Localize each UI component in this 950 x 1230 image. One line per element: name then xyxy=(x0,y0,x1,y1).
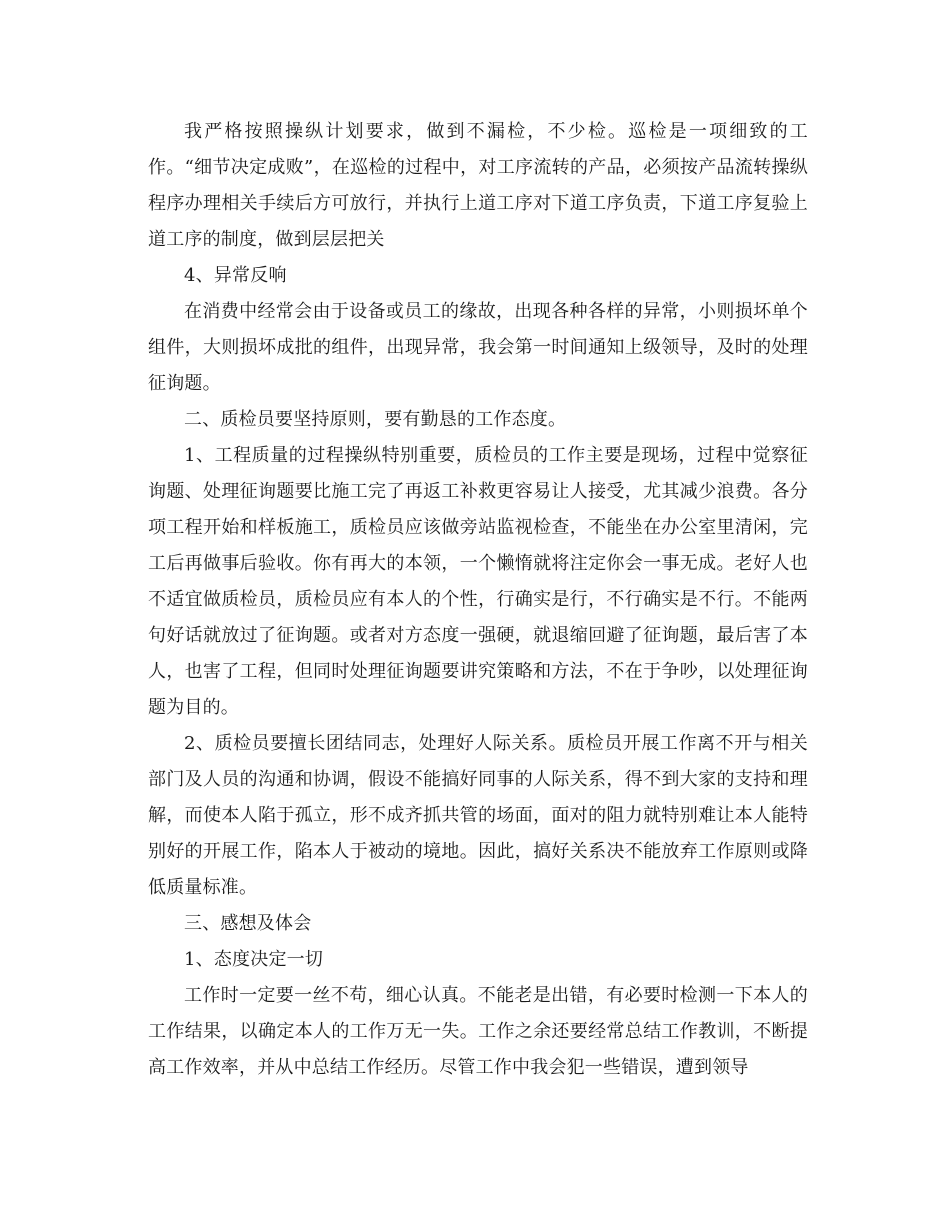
paragraph-relationships: 2、质检员要擅长团结同志，处理好人际关系。质检员开展工作离不开与相关部门及人员的沟通和协调，假设不能搞好同事的人际关系，得不到大家的支持和理解，而使本人陷于孤立，形不成齐抓共管的场面，面对的阻力就特别难让本人能特别好的开展工作，陷本人于被动的境地。因此，搞好关系决不能放弃工作原则或降低质量标准。 xyxy=(148,733,808,898)
heading-reflections: 三、感想及体会 xyxy=(184,913,312,934)
heading-attitude: 1、态度决定一切 xyxy=(184,949,324,970)
heading-abnormal-response: 4、异常反响 xyxy=(184,265,287,286)
paragraph-abnormal-response: 在消费中经常会由于设备或员工的缘故，出现各种各样的异常，小则损坏单个组件，大则损坏成批的组件，出现异常，我会第一时间通知上级领导，及时的处理征询题。 xyxy=(148,301,808,394)
heading-principles: 二、质检员要坚持原则，要有勤恳的工作态度。 xyxy=(184,409,567,430)
paragraph-inspection-rules: 我严格按照操纵计划要求，做到不漏检，不少检。巡检是一项细致的工作。“细节决定成败”，在巡检的过程中，对工序流转的产品，必须按产品流转操纵程序办理相关手续后方可放行，并执行上道工序对下道工序负责，下道工序复验上道工序的制度，做到层层把关 xyxy=(148,121,808,250)
paragraph-process-control: 1、工程质量的过程操纵特别重要，质检员的工作主要是现场，过程中觉察征询题、处理征询题要比施工完了再返工补救更容易让人接受，尤其减少浪费。各分项工程开始和样板施工，质检员应该做旁站监视检查，不能坐在办公室里清闲，完工后再做事后验收。你有再大的本领，一个懒惰就将注定你会一事无成。老好人也不适宜做质检员，质检员应有本人的个性，行确实是行，不行确实是不行。不能两句好话就放过了征询题。或者对方态度一强硬，就退缩回避了征询题，最后害了本人，也害了工程，但同时处理征询题要讲究策略和方法，不在于争吵，以处理征询题为目的。 xyxy=(148,445,808,718)
paragraph-attitude: 工作时一定要一丝不苟，细心认真。不能老是出错，有必要时检测一下本人的工作结果，以确定本人的工作万无一失。工作之余还要经常总结工作教训，不断提高工作效率，并从中总结工作经历。尽管工作中我会犯一些错误，遭到领导 xyxy=(148,985,808,1078)
document-body xyxy=(148,114,808,1086)
